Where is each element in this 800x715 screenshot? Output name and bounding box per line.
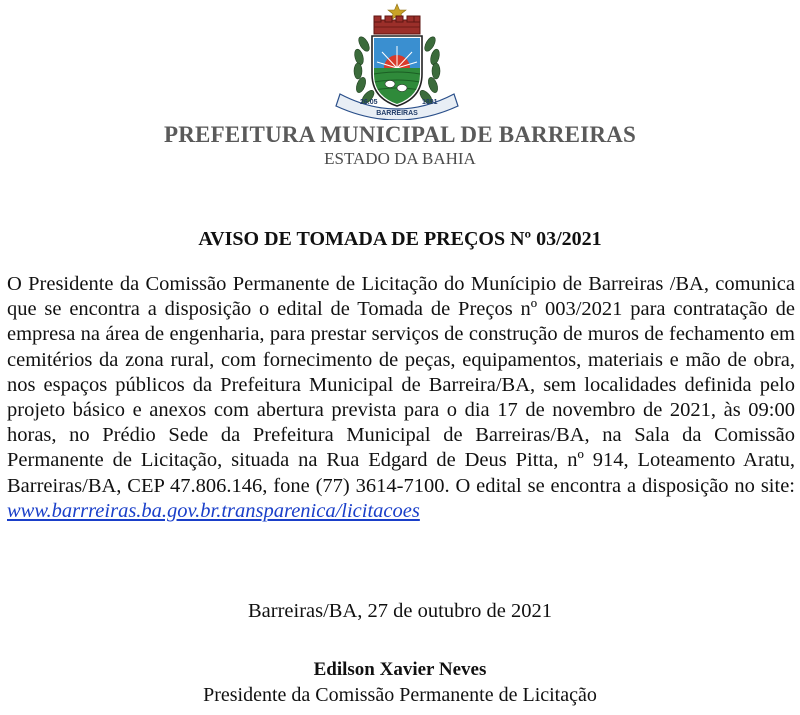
municipal-seal (330, 2, 464, 120)
org-state: ESTADO DA BAHIA (324, 149, 476, 168)
edital-link[interactable]: www.barrreiras.ba.gov.br.transparenica/licitacoes (7, 499, 420, 522)
seal-ribbon-right-text: 1891 (422, 99, 438, 106)
seal-crown-icon (374, 16, 420, 34)
org-name: PREFEITURA MUNICIPAL DE BARREIRAS (164, 122, 636, 147)
notice-body (7, 272, 795, 524)
seal-town-label: BARREIRAS (376, 110, 418, 117)
signer-name: Edilson Xavier Neves (313, 659, 487, 680)
seal-ribbon-left-text: 26.05 (360, 99, 378, 106)
seal-shield-icon (372, 36, 422, 108)
notice-date: Barreiras/BA, 27 de outubro de 2021 (247, 600, 553, 622)
notice-title: AVISO DE TOMADA DE PREÇOS Nº 03/2021 (198, 228, 602, 250)
signer-role: Presidente da Comissão Permanente de Licitação (203, 684, 597, 706)
notice-body-text: O Presidente da Comissão Permanente de Licitação do Munícipio de Barreiras /BA, comunica que se encontra a disposição o edital de Tomada de Preços nº 003/2021 para contratação de empresa na área de engenharia, para prestar serviços de construção de muros de fechamento em cemitérios da zona rural, com fornecimento de peças, equipamentos, materiais e mão de obra, nos espaços públicos da Prefeitura Municipal de Barreira/BA, sem localidades definida pelo projeto básico e anexos com abertura prevista para o dia 17 de novembro de 2021, às 09:00 horas, no Prédio Sede da Prefeitura Municipal de Barreiras/BA, na Sala da Comissão Permanente de Licitação, situada na Rua Edgard de Deus Pitta, nº 914, Loteamento Aratu, Barreiras/BA, CEP 47.806.146, fone (77) 3614-7100. O edital se encontra a disposição no site: (7, 273, 795, 497)
